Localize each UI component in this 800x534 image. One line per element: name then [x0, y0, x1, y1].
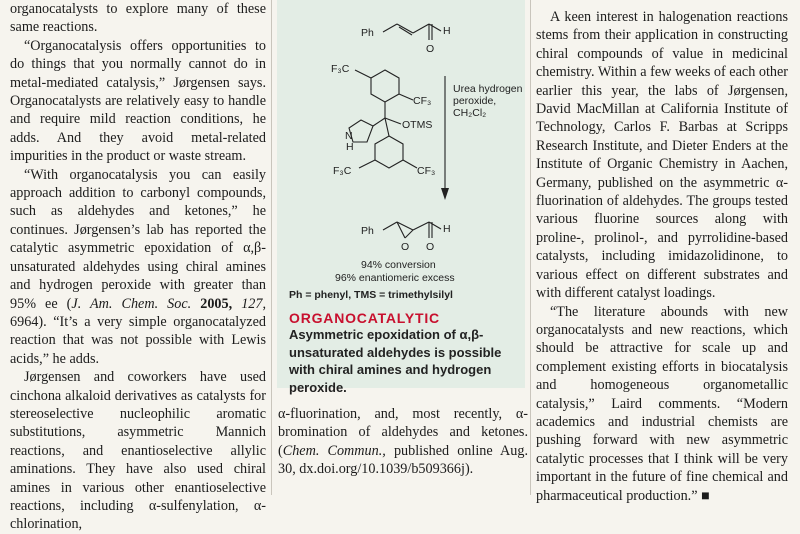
- ph-top-label: Ph: [361, 27, 374, 39]
- citation-volume: 127,: [241, 295, 267, 312]
- col3-paragraph-2: “The literature abounds with new organocatalysts and new reactions, which should be attractive for scale up and complement existing efforts in biocatalysis and homogeneous organometallic catalysis,” Laird comments. “Modern academics and industrial chemists are pushing forward with new asymmetric catalytic processes that I think will be very important in the future of fine chemical and pharmaceutical production.” ■: [536, 303, 788, 504]
- o-bottom-label: O: [426, 241, 435, 253]
- cf3-label-b: CF₃: [413, 95, 432, 107]
- col3-paragraph-1: A keen interest in halogenation reactions stems from their application in constructing chiral compounds of value in medicinal chemistry. Within a few weeks of each other earlier this year, the labs of Jørgensen, David MacMillan at California Institute of Technology, Carlos F. Barbas at Scripps Research Institute, and Dieter Enders at the Institute of Organic Chemistry in Aachen, Germany, published on the asymmetric α-fluorination of aldehydes. The groups tested various fluorine sources along with proline-, prolinol-, and pyrrolidine-based catalysts, including imidazolidinone, to various effect on different substrates and with different catalyst loadings.: [536, 9, 788, 302]
- col1-paragraph-3: [10, 166, 266, 368]
- col1-paragraph-2: “Organocatalysis offers opportunities to do things that you normally cannot do in metal-mediated catalysis,” Jørgensen says. Organocatalysts are relatively easy to handle and require mild reaction conditions, he adds. And they avoid metal-related impurities in the product or waste stream.: [10, 37, 266, 165]
- cf3-label-a: F₃C: [331, 63, 350, 75]
- col1-paragraph-1: organocatalysts to explore many of these same reactions.: [10, 1, 266, 36]
- arrow-head-icon: [441, 188, 449, 200]
- epoxide-o-label: O: [401, 241, 410, 253]
- col2-text-b: published online Aug. 30, dx.doi.org/10.1039/b509366j).: [278, 442, 528, 478]
- cf3-label-d: CF₃: [417, 165, 436, 177]
- col1-paragraph-4: Jørgensen and coworkers have used cinchona alkaloid derivatives as catalysts for stereoselective nucleophilic aromatic substitutions, asymmetric Mannich reactions, and enantioselective allylic aminations. They have also used chiral amines in various other enantioselective reactions, including α-sulfenylation, α-chlorination,: [10, 369, 266, 533]
- legend-text: Ph = phenyl, TMS = trimethylsilyl: [289, 289, 453, 300]
- citation-journal: J. Am. Chem. Soc.: [71, 295, 192, 312]
- column-2: [278, 405, 528, 479]
- column-divider-left: [271, 0, 272, 495]
- ph-bottom-label: Ph: [361, 225, 374, 237]
- nitrogen-label: N: [345, 130, 353, 142]
- col2-citation-journal: Chem. Commun.,: [282, 442, 386, 459]
- nitrogen-h-label: H: [346, 141, 354, 153]
- column-1: [10, 0, 266, 534]
- condition-line-2: peroxide,: [453, 95, 497, 107]
- column-3: [536, 8, 788, 505]
- reaction-figure: [277, 0, 525, 395]
- h-top-label: H: [443, 25, 451, 37]
- col2-text-a: α-fluorination, and, most recently, α-bromination of aldehydes and ketones. (: [278, 406, 528, 459]
- otms-label: OTMS: [402, 119, 433, 131]
- ee-text: 96% enantiomeric excess: [335, 272, 455, 284]
- h-bottom-label: H: [443, 223, 451, 235]
- condition-line-3: CH₂Cl₂: [453, 107, 487, 119]
- col2-paragraph-1: [278, 405, 528, 479]
- reaction-scheme: [277, 0, 525, 300]
- cf3-label-c: F₃C: [333, 165, 352, 177]
- caption-body: Asymmetric epoxidation of α,β-unsaturated aldehydes is possible with chiral amines and hydrogen peroxide.: [289, 327, 502, 395]
- conversion-text: 94% conversion: [361, 259, 436, 271]
- caption-title: ORGANOCATALYTIC: [289, 310, 440, 326]
- column-divider-right: [530, 0, 531, 495]
- condition-line-1: Urea hydrogen: [453, 83, 523, 95]
- o-top-label: O: [426, 43, 435, 55]
- col1-p3-text-b: 6964). “It’s a very simple organocatalyzed reaction that was not possible with Lewis acids,” he adds.: [10, 313, 266, 367]
- col1-p3-text-a: “With organocatalysis you can easily approach addition to carbonyl compounds, such as aldehydes and ketones,” he continues. Jørgensen’s lab has reported the catalytic asymmetric epoxidation of α,β-unsaturated aldehydes using chiral amines and hydrogen peroxide with greater than 95% ee (: [10, 166, 266, 312]
- citation-year: 2005,: [200, 295, 233, 312]
